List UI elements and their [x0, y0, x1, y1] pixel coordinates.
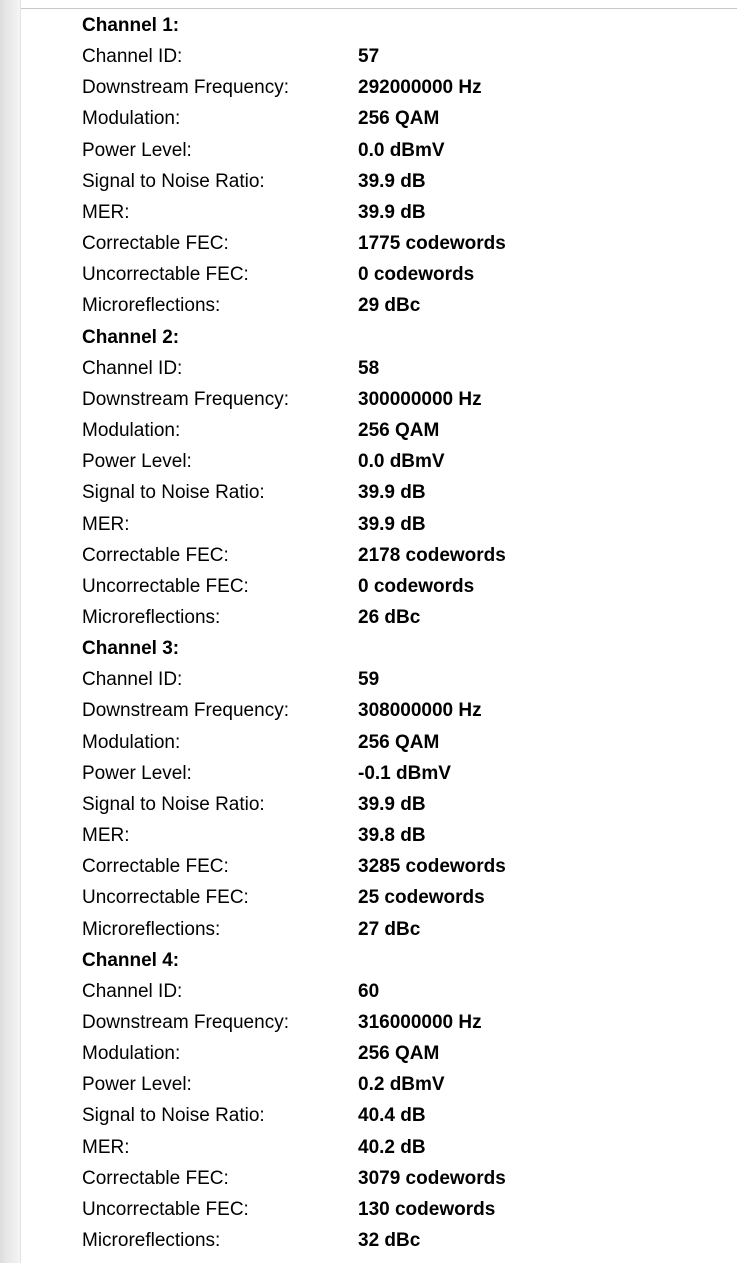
- mer-row: [82, 820, 722, 851]
- channel-id-value: 58: [358, 357, 380, 379]
- mer-value: 39.9 dB: [358, 201, 426, 223]
- correctable-fec-label: Correctable FEC:: [82, 544, 229, 566]
- power-level-label: Power Level:: [82, 762, 192, 784]
- mer-value: 39.9 dB: [358, 513, 426, 535]
- power-level-row: [82, 135, 722, 166]
- downstream-frequency-label: Downstream Frequency:: [82, 77, 289, 99]
- microreflections-value: 27 dBc: [358, 918, 421, 940]
- mer-value: 39.8 dB: [358, 825, 426, 847]
- uncorrectable-fec-label: Uncorrectable FEC:: [82, 1198, 249, 1220]
- uncorrectable-fec-value: 0 codewords: [358, 264, 475, 286]
- correctable-fec-value: 2178 codewords: [358, 544, 506, 566]
- uncorrectable-fec-row: [82, 571, 722, 602]
- snr-value: 39.9 dB: [358, 170, 426, 192]
- downstream-frequency-label: Downstream Frequency:: [82, 700, 289, 722]
- uncorrectable-fec-label: Uncorrectable FEC:: [82, 887, 249, 909]
- power-level-value: 0.0 dBmV: [358, 451, 445, 473]
- snr-value: 39.9 dB: [358, 793, 426, 815]
- snr-label: Signal to Noise Ratio:: [82, 170, 265, 192]
- microreflections-label: Microreflections:: [82, 1230, 221, 1252]
- correctable-fec-value: 3285 codewords: [358, 856, 506, 878]
- modulation-label: Modulation:: [82, 1043, 181, 1065]
- snr-value: 39.9 dB: [358, 482, 426, 504]
- channel-title: Channel 4:: [82, 949, 180, 971]
- microreflections-value: 32 dBc: [358, 1230, 421, 1252]
- power-level-value: 0.0 dBmV: [358, 139, 445, 161]
- downstream-frequency-value: 316000000 Hz: [358, 1012, 482, 1033]
- channel-id-label: Channel ID:: [82, 980, 183, 1002]
- correctable-fec-value: 3079 codewords: [358, 1167, 506, 1189]
- downstream-frequency-value: 300000000 Hz: [358, 388, 482, 410]
- uncorrectable-fec-row: [82, 1194, 722, 1225]
- mer-label: MER:: [82, 201, 130, 223]
- correctable-fec-label: Correctable FEC:: [82, 233, 229, 255]
- mer-row: [82, 1132, 722, 1163]
- microreflections-label: Microreflections:: [82, 295, 221, 317]
- modulation-value: 256 QAM: [358, 420, 440, 442]
- downstream-frequency-row: [82, 695, 722, 726]
- channel-3: [82, 633, 722, 945]
- channel-id-value: 60: [358, 980, 380, 1002]
- correctable-fec-row: [82, 851, 722, 882]
- uncorrectable-fec-value: 130 codewords: [358, 1198, 496, 1220]
- channel-id-row: [82, 353, 722, 384]
- correctable-fec-row: [82, 1163, 722, 1194]
- uncorrectable-fec-value: 0 codewords: [358, 575, 475, 597]
- uncorrectable-fec-label: Uncorrectable FEC:: [82, 575, 249, 597]
- mer-label: MER:: [82, 825, 130, 847]
- downstream-frequency-value: 292000000 Hz: [358, 77, 482, 99]
- snr-value: 40.4 dB: [358, 1105, 426, 1127]
- channel-id-row: [82, 664, 722, 695]
- modulation-value: 256 QAM: [358, 731, 440, 753]
- snr-label: Signal to Noise Ratio:: [82, 1105, 265, 1127]
- correctable-fec-label: Correctable FEC:: [82, 856, 229, 878]
- channel-2: [82, 322, 722, 634]
- channel-id-row: [82, 41, 722, 72]
- downstream-frequency-row: [82, 384, 722, 415]
- channel-id-value: 57: [358, 46, 380, 68]
- uncorrectable-fec-row: [82, 882, 722, 913]
- power-level-row: [82, 1069, 722, 1100]
- snr-row: [82, 166, 722, 197]
- left-gutter: [0, 0, 21, 1263]
- uncorrectable-fec-label: Uncorrectable FEC:: [82, 264, 249, 286]
- channel-status-list: [82, 10, 722, 1256]
- modulation-row: [82, 415, 722, 446]
- channel-id-label: Channel ID:: [82, 357, 183, 379]
- mer-row: [82, 509, 722, 540]
- power-level-label: Power Level:: [82, 139, 192, 161]
- correctable-fec-value: 1775 codewords: [358, 233, 506, 255]
- power-level-row: [82, 758, 722, 789]
- uncorrectable-fec-value: 25 codewords: [358, 887, 485, 909]
- microreflections-row: [82, 914, 722, 945]
- snr-row: [82, 789, 722, 820]
- power-level-label: Power Level:: [82, 451, 192, 473]
- microreflections-label: Microreflections:: [82, 918, 221, 940]
- channel-title: Channel 2:: [82, 326, 180, 348]
- microreflections-value: 26 dBc: [358, 606, 421, 628]
- modulation-row: [82, 103, 722, 134]
- microreflections-row: [82, 1225, 722, 1256]
- downstream-frequency-label: Downstream Frequency:: [82, 1012, 289, 1033]
- microreflections-row: [82, 602, 722, 633]
- power-level-label: Power Level:: [82, 1074, 192, 1096]
- power-level-row: [82, 446, 722, 477]
- channel-id-value: 59: [358, 669, 380, 691]
- correctable-fec-label: Correctable FEC:: [82, 1167, 229, 1189]
- snr-label: Signal to Noise Ratio:: [82, 793, 265, 815]
- modulation-value: 256 QAM: [358, 108, 440, 130]
- correctable-fec-row: [82, 540, 722, 571]
- channel-id-label: Channel ID:: [82, 46, 183, 68]
- modulation-value: 256 QAM: [358, 1043, 440, 1065]
- correctable-fec-row: [82, 228, 722, 259]
- downstream-frequency-label: Downstream Frequency:: [82, 388, 289, 410]
- power-level-value: 0.2 dBmV: [358, 1074, 445, 1096]
- mer-label: MER:: [82, 513, 130, 535]
- snr-label: Signal to Noise Ratio:: [82, 482, 265, 504]
- modulation-row: [82, 1038, 722, 1069]
- mer-row: [82, 197, 722, 228]
- snr-row: [82, 477, 722, 508]
- channel-id-label: Channel ID:: [82, 669, 183, 691]
- top-border: [0, 0, 737, 9]
- microreflections-row: [82, 290, 722, 321]
- channel-id-row: [82, 976, 722, 1007]
- snr-row: [82, 1100, 722, 1131]
- mer-label: MER:: [82, 1136, 130, 1158]
- modulation-label: Modulation:: [82, 108, 181, 130]
- channel-title: Channel 1:: [82, 15, 180, 36]
- channel-1: [82, 10, 722, 322]
- microreflections-value: 29 dBc: [358, 295, 421, 317]
- uncorrectable-fec-row: [82, 259, 722, 290]
- downstream-frequency-row: [82, 1007, 722, 1038]
- downstream-frequency-value: 308000000 Hz: [358, 700, 482, 722]
- channel-4: [82, 945, 722, 1257]
- mer-value: 40.2 dB: [358, 1136, 426, 1158]
- microreflections-label: Microreflections:: [82, 606, 221, 628]
- downstream-frequency-row: [82, 72, 722, 103]
- modulation-row: [82, 727, 722, 758]
- power-level-value: -0.1 dBmV: [358, 762, 451, 784]
- modulation-label: Modulation:: [82, 420, 181, 442]
- channel-title: Channel 3:: [82, 638, 180, 660]
- modulation-label: Modulation:: [82, 731, 181, 753]
